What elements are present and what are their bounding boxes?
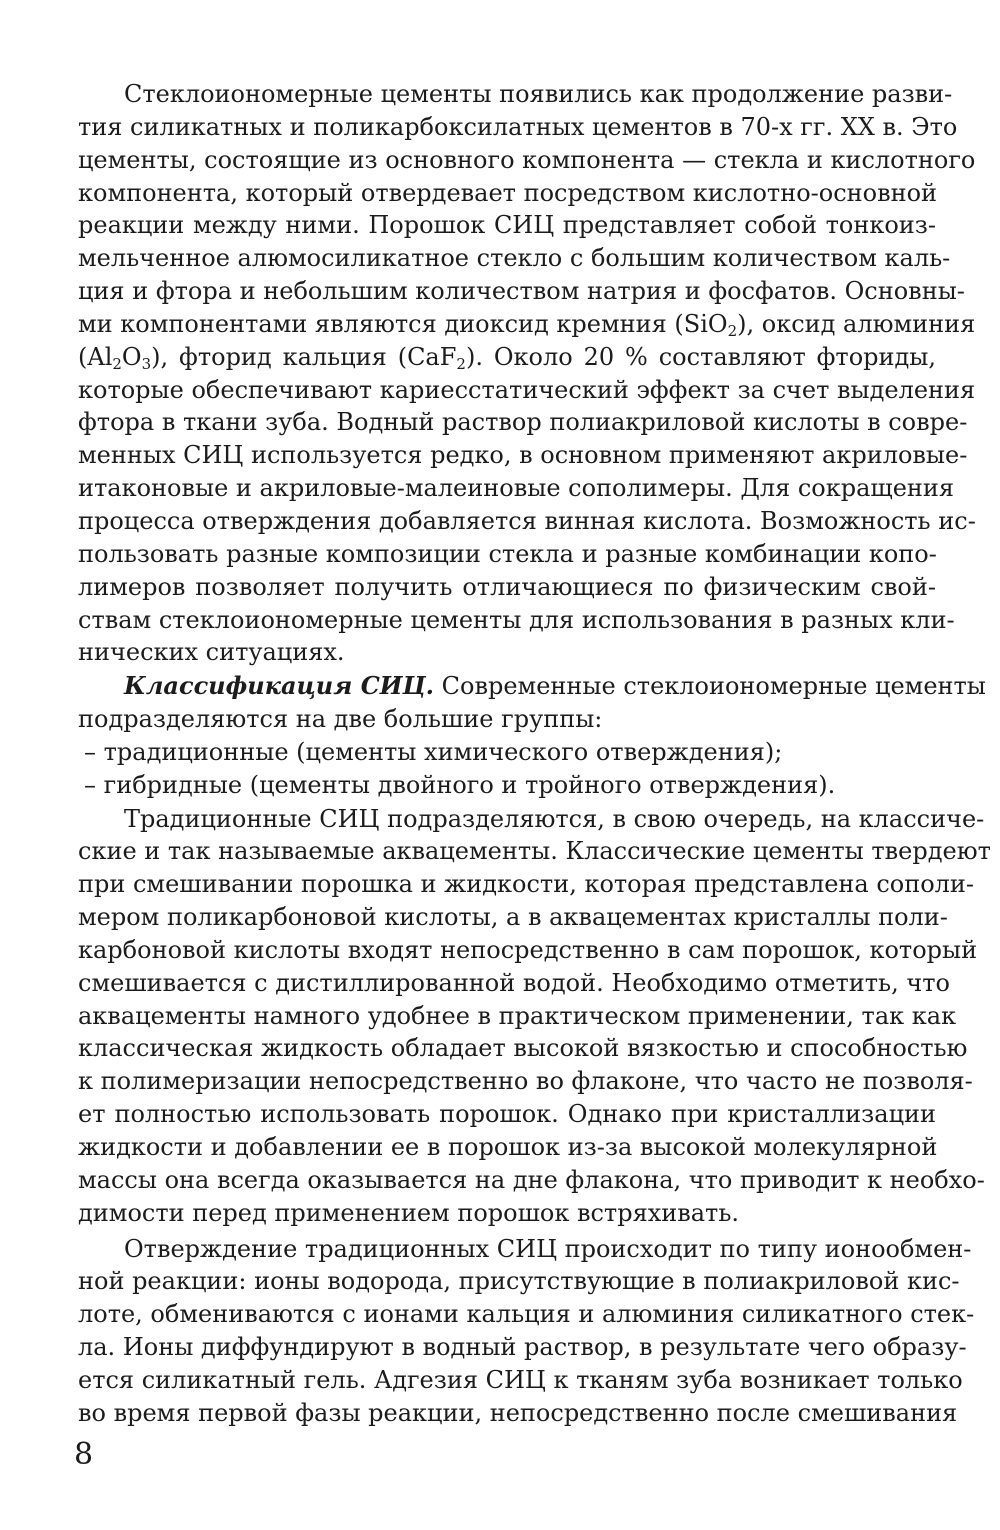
page-number: 8 — [74, 1437, 94, 1472]
text-line: классическая жидкость обладает высокой вязкостью и способностью — [78, 1034, 968, 1063]
paragraph-glass-ionomer-intro — [78, 78, 976, 669]
paragraph-classification — [78, 670, 986, 801]
text-line: процесса отверждения добавляется винная кислота. Возможность ис- — [78, 506, 976, 535]
text-line: ствам стеклоиономерные цементы для использования в разных кли- — [78, 605, 955, 634]
text-fragment: O — [121, 342, 142, 371]
text-line-with-formula — [78, 308, 976, 341]
text-fragment: ), оксид алюминия — [737, 309, 976, 338]
subscript: 2 — [456, 354, 466, 373]
subscript: 2 — [112, 354, 122, 373]
text-line: нических ситуациях. — [78, 638, 345, 667]
text-line: реакции между ними. Порошок СИЦ представляет собой тонкоиз- — [78, 211, 936, 240]
paragraph-curing — [78, 1233, 975, 1430]
text-line: мельченное алюмосиликатное стекло с большим количеством каль- — [78, 244, 951, 273]
subscript: 2 — [727, 321, 738, 340]
list-item: – традиционные (цементы химического отверждения); — [84, 737, 783, 766]
text-line-with-formula — [78, 341, 936, 374]
page-body — [78, 78, 991, 1430]
text-fragment: (Al — [78, 342, 113, 371]
text-line: цементы, состоящие из основного компонента — стекла и кислотного — [78, 145, 976, 174]
text-line: ские и так называемые аквацементы. Классические цементы твердеют — [78, 837, 991, 866]
text-line: подразделяются на две большие группы: — [78, 705, 603, 734]
text-fragment: ). Около 20 % составляют фториды, — [465, 342, 937, 371]
text-line: смешивается с дистиллированной водой. Необходимо отметить, что — [78, 968, 950, 997]
text-line: ет полностью использовать порошок. Однако при кристаллизации — [78, 1100, 936, 1129]
text-line: при смешивании порошка и жидкости, которая представлена сополи- — [78, 870, 975, 899]
text-line: жидкости и добавлении ее в порошок из-за высокой молекулярной — [78, 1133, 938, 1161]
text-line: во время первой фазы реакции, непосредственно после смешивания — [78, 1398, 958, 1427]
text-line: димости перед применением порошок встряхивать. — [78, 1198, 740, 1227]
paragraph-traditional-gic — [78, 803, 991, 1230]
text-line: ной реакции: ионы водорода, присутствующие в полиакриловой кис- — [78, 1267, 960, 1296]
text-line: тия силикатных и поликарбоксилатных цементов в 70-х гг. XX в. Это — [78, 112, 958, 141]
text-line: ла. Ионы диффундируют в водный раствор, в результате чего образу- — [78, 1333, 967, 1362]
text-line: фтора в ткани зуба. Водный раствор полиакриловой кислоты в совре- — [78, 408, 968, 437]
text-line: менных СИЦ используется редко, в основном применяют акриловые- — [78, 441, 968, 470]
text-fragment: ми компонентами являются диоксид кремния (SiO — [78, 309, 728, 338]
list-item: – гибридные (цементы двойного и тройного отверждения). — [84, 770, 836, 799]
text-fragment: ), фторид кальция (CaF — [151, 342, 457, 371]
text-line: мером поликарбоновой кислоты, а в аквацементах кристаллы поли- — [78, 903, 948, 932]
text-line: лимеров позволяет получить отличающиеся по физическим свой- — [78, 572, 936, 601]
text-line: Стеклоиономерные цементы появились как продолжение разви- — [124, 80, 953, 108]
text-line-with-heading — [78, 670, 986, 703]
text-line: ция и фтора и небольшим количеством натрия и фосфатов. Основны- — [78, 277, 965, 306]
text-line: массы она всегда оказывается на дне флакона, что приводит к необхо- — [78, 1165, 985, 1194]
text-line: к полимеризации непосредственно во флаконе, что часто не позволя- — [78, 1067, 973, 1096]
subscript: 3 — [141, 354, 152, 373]
text-line: пользовать разные композиции стекла и разные комбинации копо- — [78, 539, 937, 568]
text-line: лоте, обмениваются с ионами кальция и алюминия силикатного стек- — [78, 1300, 975, 1329]
text-line: компонента, который отвердевает посредством кислотно-основной — [78, 178, 938, 207]
text-line: которые обеспечивают кариесстатический эффект за счет выделения — [78, 375, 976, 404]
text-line: аквацементы намного удобнее в практическом применении, так как — [78, 1001, 957, 1030]
text-line: Отверждение традиционных СИЦ происходит по типу ионообмен- — [124, 1234, 972, 1263]
text-line: карбоновой кислоты входят непосредственно в сам порошок, который — [78, 935, 978, 964]
section-heading: Классификация СИЦ. — [124, 671, 435, 701]
text-line: ется силикатный гель. Адгезия СИЦ к тканям зуба возникает только — [78, 1365, 963, 1394]
text-fragment: Современные стеклоиономерные цементы — [434, 672, 986, 701]
text-line: итаконовые и акриловые-малеиновые сополимеры. Для сокращения — [78, 474, 955, 503]
text-line: Традиционные СИЦ подразделяются, в свою очередь, на классиче- — [124, 804, 985, 833]
